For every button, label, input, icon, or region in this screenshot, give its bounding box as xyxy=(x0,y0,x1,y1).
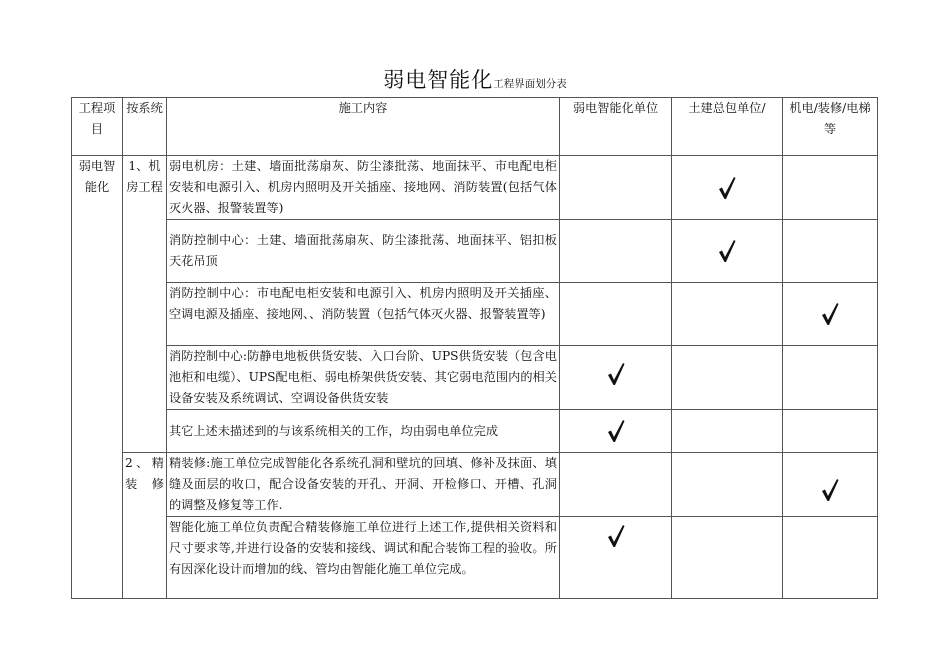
row-content: 弱电机房：土建、墙面批荡扇灰、防尘漆批荡、地面抹平、市电配电柜安装和电源引入、机房内照明及开关插座、接地网、消防装置(包括气体灭火器、报警装置等) xyxy=(167,156,560,220)
row-content: 智能化施工单位负责配合精装修施工单位进行上述工作,提供相关资料和尺寸要求等,并进行设备的安装和接线、调试和配合装饰工程的验收。所有因深化设计而增加的线、管均由智能化施工单位完成。 xyxy=(167,517,560,599)
cell-mep xyxy=(783,410,878,453)
row-content: 其它上述未描述到的与该系统相关的工作，均由弱电单位完成 xyxy=(167,410,560,453)
cell-mep xyxy=(783,453,878,517)
cell-civil xyxy=(672,517,783,599)
cell-civil xyxy=(672,156,783,220)
table-row xyxy=(72,220,878,283)
checkmark-icon xyxy=(605,523,627,549)
cell-weak xyxy=(560,156,672,220)
header-system: 按系统 xyxy=(123,98,167,156)
table-row xyxy=(72,156,878,220)
table-row xyxy=(72,283,878,346)
table-row xyxy=(72,346,878,410)
cell-weak xyxy=(560,220,672,283)
division-table xyxy=(71,97,878,599)
cell-mep xyxy=(783,220,878,283)
checkmark-icon xyxy=(716,238,738,264)
row-content: 消防控制中心：市电配电柜安装和电源引入、机房内照明及开关插座、空调电源及插座、接地网、、消防装置（包括气体灭火器、报警装置等) xyxy=(167,283,560,346)
table-row xyxy=(72,410,878,453)
title-sub: 工程界面划分表 xyxy=(493,78,567,90)
table-row xyxy=(72,453,878,517)
cell-civil xyxy=(672,220,783,283)
cell-mep xyxy=(783,283,878,346)
cell-mep xyxy=(783,346,878,410)
cell-weak xyxy=(560,346,672,410)
row-content: 消防控制中心:防静电地板供货安装、入口台阶、UPS供货安装（包含电池柜和电缆）、UPS配电柜、弱电桥架供货安装、其它弱电范围内的相关设备安装及系统调试、空调设备供货安装 xyxy=(167,346,560,410)
project-name: 弱电智能化 xyxy=(72,156,123,599)
header-content: 施工内容 xyxy=(167,98,560,156)
title-main: 弱电智能化 xyxy=(383,68,494,92)
document-title xyxy=(0,64,950,94)
header-weak-unit: 弱电智能化单位 xyxy=(560,98,672,156)
header-project: 工程项目 xyxy=(72,98,123,156)
cell-weak xyxy=(560,283,672,346)
checkmark-icon xyxy=(605,418,627,444)
cell-civil xyxy=(672,453,783,517)
cell-civil xyxy=(672,410,783,453)
checkmark-icon xyxy=(819,477,841,503)
row-content: 精装修:施工单位完成智能化各系统孔洞和壁坑的回填、修补及抹面、填缝及面层的收口，配合设备安装的开孔、开洞、开检修口、开槽、孔洞的调整及修复等工作. xyxy=(167,453,560,517)
cell-weak xyxy=(560,410,672,453)
header-civil-unit: 土建总包单位/ xyxy=(672,98,783,156)
row-content: 消防控制中心：土建、墙面批荡扇灰、防尘漆批荡、地面抹平、铝扣板天花吊顶 xyxy=(167,220,560,283)
cell-civil xyxy=(672,346,783,410)
cell-weak xyxy=(560,517,672,599)
cell-mep xyxy=(783,517,878,599)
header-row xyxy=(72,98,878,156)
system-room: 1、机房工程 xyxy=(123,156,167,453)
cell-weak xyxy=(560,453,672,517)
checkmark-icon xyxy=(605,361,627,387)
header-mep-unit: 机电/装修/电梯等 xyxy=(783,98,878,156)
checkmark-icon xyxy=(716,175,738,201)
cell-civil xyxy=(672,283,783,346)
checkmark-icon xyxy=(819,301,841,327)
table-row xyxy=(72,517,878,599)
system-decor: 2、精装修 xyxy=(123,453,167,599)
cell-mep xyxy=(783,156,878,220)
